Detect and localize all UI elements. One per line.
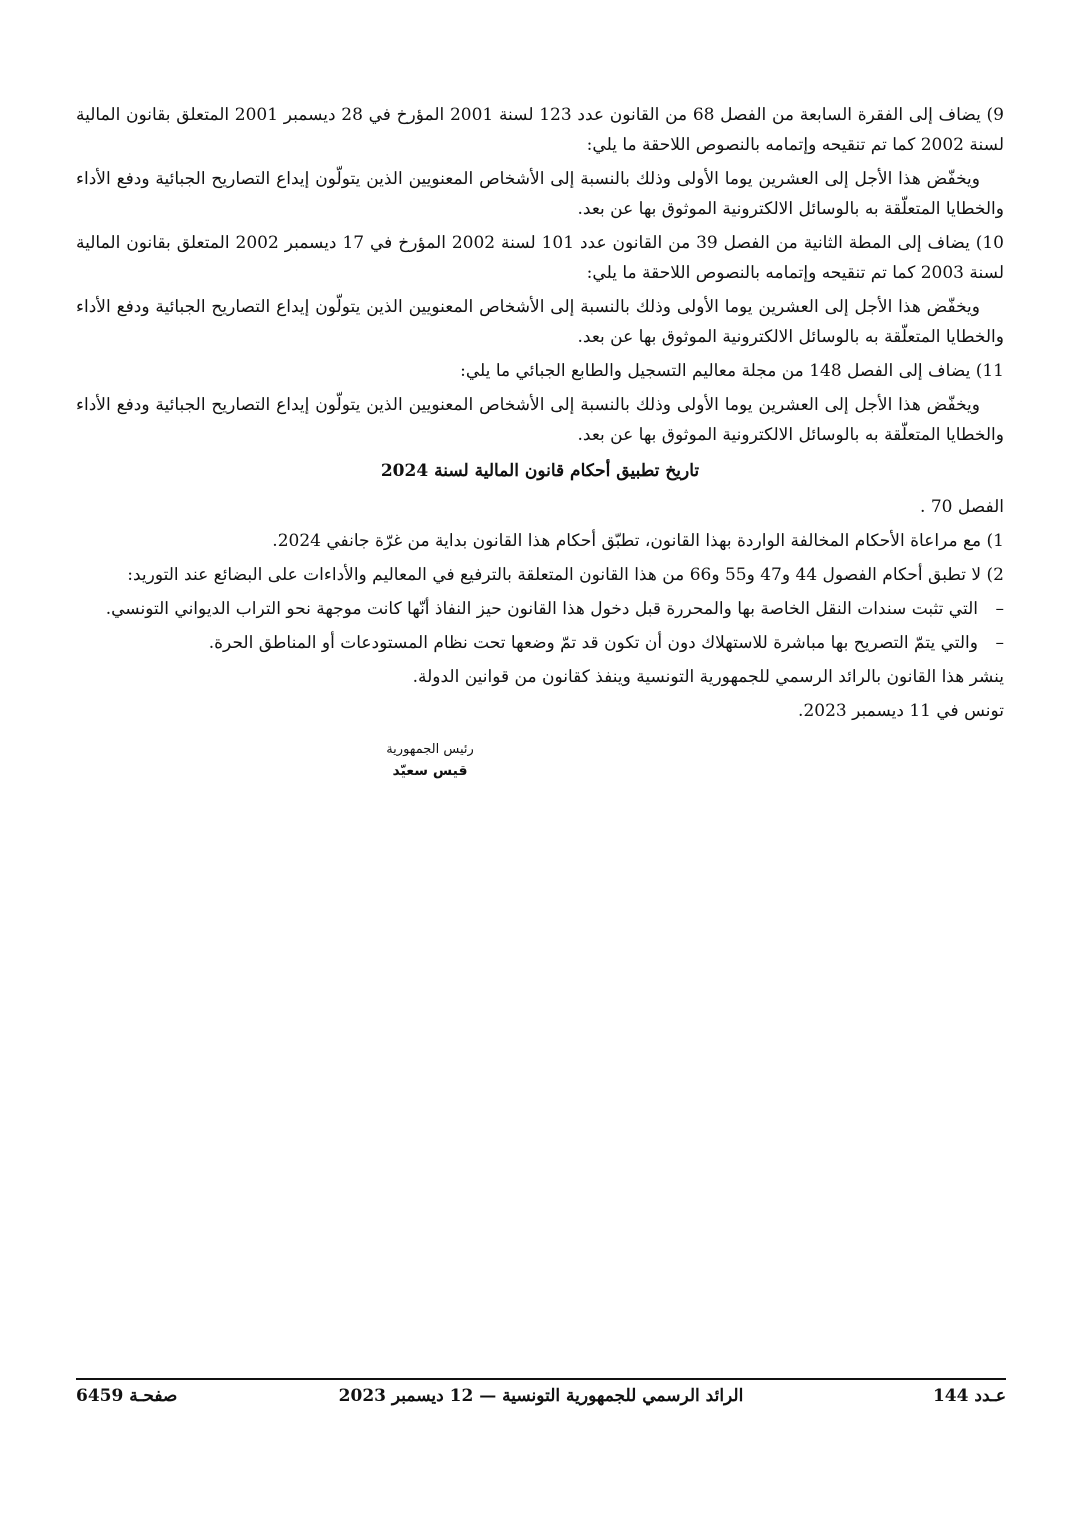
paragraph-item-10-text: ويخفّض هذا الأجل إلى العشرين يوما الأولى وذلك بالنسبة إلى الأشخاص المعنويين الذين يتولّون إيداع التصاريح الجبائية ودفع الأداء والخطايا المتعلّقة به بالوسائل الالكترونية الموثوق بها عن بعد. (76, 297, 1004, 347)
paragraph-item-9-text: ويخفّض هذا الأجل إلى العشرين يوما الأولى وذلك بالنسبة إلى الأشخاص المعنويين الذين يتولّون إيداع التصاريح الجبائية ودفع الأداء والخطايا المتعلّقة به بالوسائل الالكترونية الموثوق بها عن بعد. (76, 169, 1004, 219)
article-item-2: 2) لا تطبق أحكام الفصول 44 و47 و55 و66 من هذا القانون المتعلقة بالترفيع في المعاليم والأداءات على البضائع عند التوريد: (127, 565, 1004, 585)
paragraph-item-11: 11) يضاف إلى الفصل 148 من مجلة معاليم التسجيل والطابع الجبائي ما يلي: (460, 361, 1004, 381)
dash-item-1 (76, 594, 1004, 624)
dash-item-2 (76, 628, 1004, 658)
paragraph-item-11-text: ويخفّض هذا الأجل إلى العشرين يوما الأولى وذلك بالنسبة إلى الأشخاص المعنويين الذين يتولّون إيداع التصاريح الجبائية ودفع الأداء والخطايا المتعلّقة به بالوسائل الالكترونية الموثوق بها عن بعد. (76, 395, 1004, 445)
dash-bullet: – (995, 599, 1004, 619)
place-date: تونس في 11 ديسمبر 2023. (798, 701, 1004, 721)
section-heading: تاريخ تطبيق أحكام قانون المالية لسنة 2024 (380, 461, 700, 481)
dash-item-1-text: التي تثبت سندات النقل الخاصة بها والمحررة قبل دخول هذا القانون حيز النفاذ أنّها كانت موجهة نحو التراب الديواني التونسي. (105, 599, 978, 619)
footer-issue-number: عـدد 144 (932, 1386, 1006, 1406)
signature-name: قيس سعيّد (392, 763, 468, 779)
signature-block (380, 740, 480, 782)
dash-item-2-text: والتي يتمّ التصريح بها مباشرة للاستهلاك دون أن تكون قد تمّ وضعها تحت نظام المستودعات أو المناطق الحرة. (208, 633, 978, 653)
page-footer (76, 1386, 1006, 1416)
article-label: الفصل 70 . (920, 497, 1004, 517)
footer-page-number: صفحـة 6459 (76, 1386, 178, 1406)
paragraph-item-9: 9) يضاف إلى الفقرة السابعة من الفصل 68 من القانون عدد 123 لسنة 2001 المؤرخ في 28 ديسمبر 2001 المتعلق بقانون المالية لسنة 2002 كما تم تنقيحه وإتمامه بالنصوص اللاحقة ما يلي: (76, 105, 1004, 155)
publish-clause: ينشر هذا القانون بالرائد الرسمي للجمهورية التونسية وينفذ كقانون من قوانين الدولة. (412, 667, 1004, 687)
article-item-1: 1) مع مراعاة الأحكام المخالفة الواردة بهذا القانون، تطبّق أحكام هذا القانون بداية من غرّة جانفي 2024. (272, 531, 1004, 551)
footer-divider (76, 1378, 1006, 1380)
paragraph-item-10: 10) يضاف إلى المطة الثانية من الفصل 39 من القانون عدد 101 لسنة 2002 المؤرخ في 17 ديسمبر 2002 المتعلق بقانون المالية لسنة 2003 كما تم تنقيحه وإتمامه بالنصوص اللاحقة ما يلي: (76, 233, 1004, 283)
footer-publication: الرائد الرسمي للجمهورية التونسية — 12 ديسمبر 2023 (338, 1386, 744, 1406)
document-body (76, 100, 1004, 730)
dash-bullet: – (995, 633, 1004, 653)
signature-title: رئيس الجمهورية (386, 742, 474, 757)
